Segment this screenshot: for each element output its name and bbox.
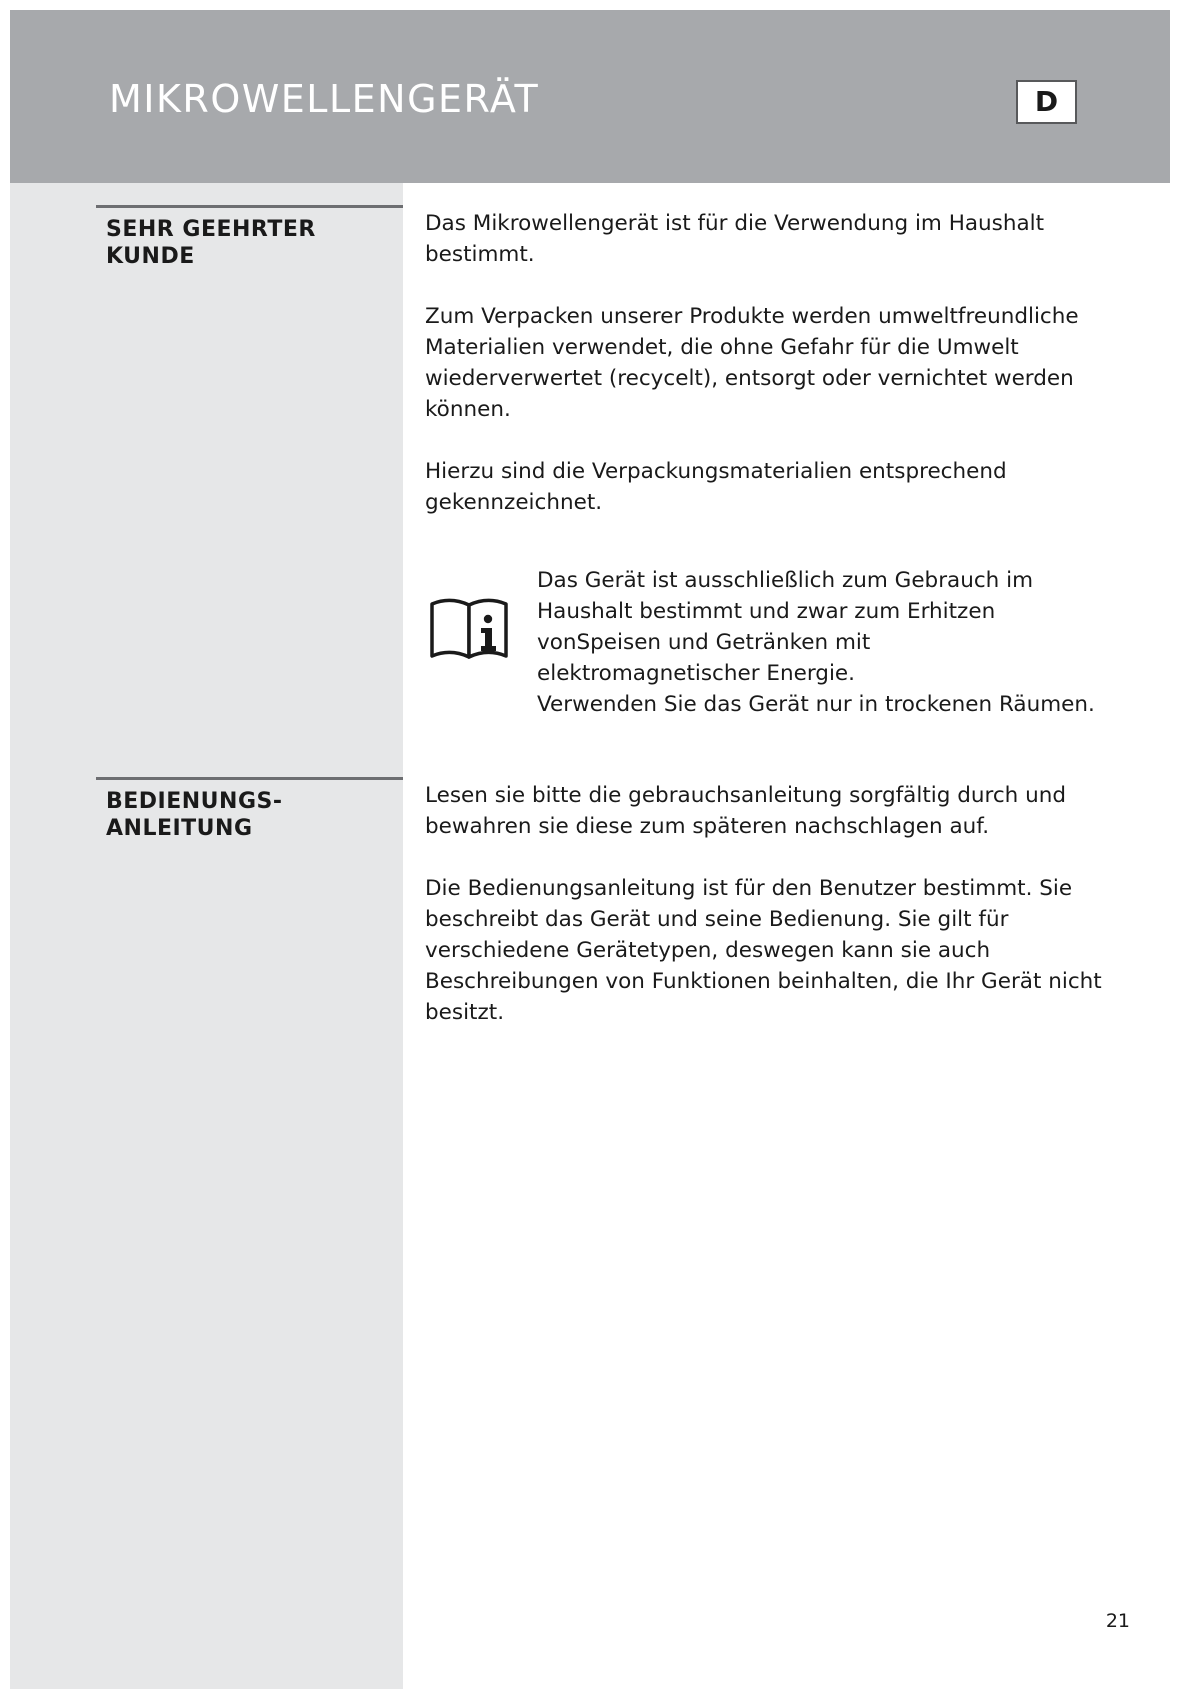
paragraph-read-carefully: Lesen sie bitte die gebrauchsanleitung sorgfältig durch und bewahren sie diese zum späteren nachschlagen auf. [425,783,1067,839]
paragraph-intro: Das Mikrowellengerät ist für die Verwendung im Haushalt bestimmt. [425,211,1045,267]
manual-page [10,10,1170,1689]
page-number: 21 [1105,1610,1130,1632]
info-note-dry-rooms: Verwenden Sie das Gerät nur in trockenen Räumen. [537,692,1095,717]
info-note-usage: Das Gerät ist ausschließlich zum Gebrauch im Haushalt bestimmt und zwar zum Erhitzen vonSpeisen und Getränken mit elektromagnetischer Energie. [537,568,1034,686]
paragraph-manual-scope: Die Bedienungsanleitung ist für den Benutzer bestimmt. Sie beschreibt das Gerät und seine Bedienung. Sie gilt für verschiedene Gerätetypen, deswegen kann sie auch Beschreibungen von Funktionen beinhalten, die Ihr Gerät nicht besitzt. [425,876,1102,1025]
language-badge: D [1016,80,1077,124]
section-label-manual: BEDIENUNGS- ANLEITUNG [106,789,283,841]
paragraph-labeling: Hierzu sind die Verpackungsmaterialien entsprechend gekennzeichnet. [425,459,1007,515]
book-info-icon [428,596,510,660]
section-label-customer: SEHR GEEHRTER KUNDE [106,217,316,269]
info-note [537,565,1097,720]
page-header [10,10,1170,183]
section-divider-manual [96,777,403,780]
section-divider-customer [96,205,403,208]
paragraph-packaging: Zum Verpacken unserer Produkte werden umweltfreundliche Materialien verwendet, die ohne Gefahr für die Umwelt wiederverwertet (recycelt), entsorgt oder vernichtet werden können. [425,304,1079,422]
page-title: MIKROWELLENGERÄT [109,77,540,121]
sidebar-column [10,183,403,1689]
